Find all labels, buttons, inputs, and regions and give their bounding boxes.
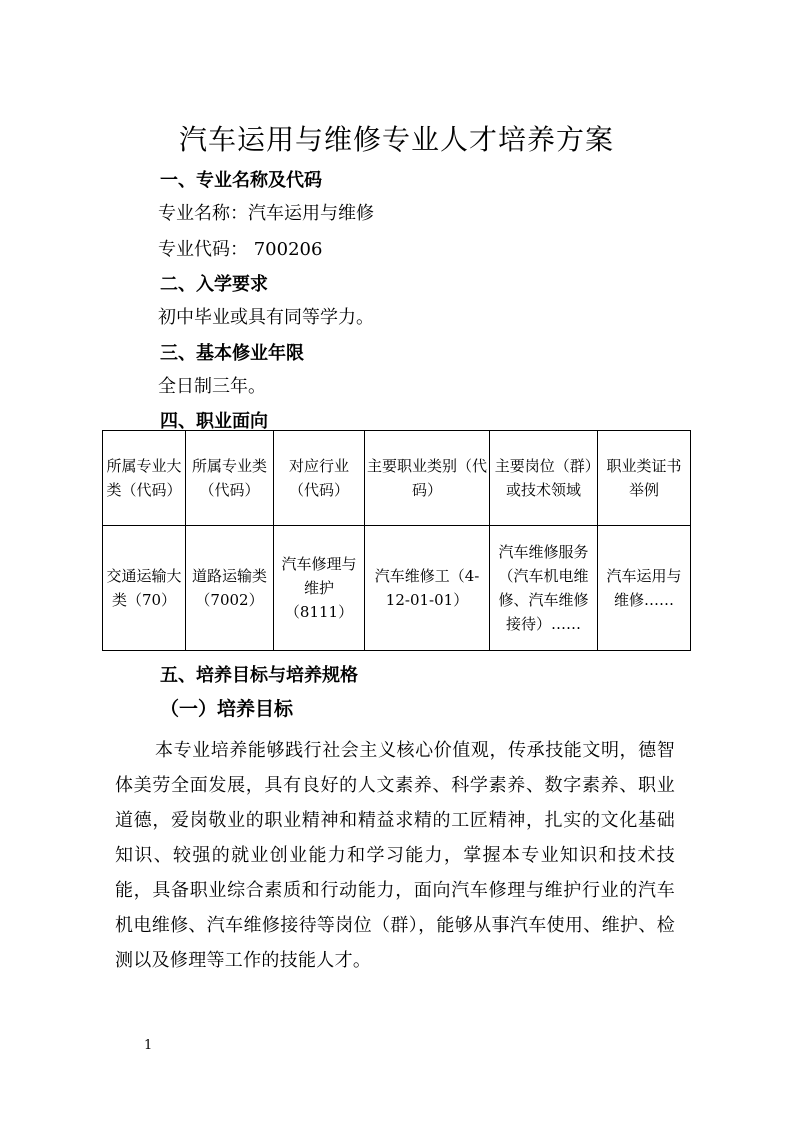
table-header-cell: 主要职业类别（代码）	[365, 431, 490, 526]
table-cell: 汽车维修工（4-12-01-01）	[365, 526, 490, 651]
major-code: 专业代码： 700206	[158, 239, 323, 260]
section-heading-admission: 二、入学要求	[160, 274, 268, 295]
table-cell: 汽车运用与维修……	[598, 526, 691, 651]
admission-text: 初中毕业或具有同等学力。	[158, 307, 374, 328]
major-name: 专业名称：汽车运用与维修	[158, 203, 374, 224]
subsection-heading-goals: （一）培养目标	[160, 698, 294, 720]
table-header-cell: 职业类证书举例	[598, 431, 691, 526]
table-cell: 汽车维修服务（汽车机电维修、汽车维修接待）……	[490, 526, 598, 651]
section-heading-duration: 三、基本修业年限	[160, 343, 304, 364]
section-heading-career: 四、职业面向	[160, 411, 268, 432]
page-title: 汽车运用与维修专业人才培养方案	[178, 123, 614, 156]
table-header-cell: 主要岗位（群）或技术领域	[490, 431, 598, 526]
table-row	[103, 526, 691, 651]
section-heading-name-code: 一、专业名称及代码	[160, 170, 322, 191]
section-heading-goals: 五、培养目标与培养规格	[160, 665, 358, 686]
career-table	[102, 430, 691, 651]
page-number: 1	[144, 1038, 153, 1053]
table-cell: 道路运输类（7002）	[186, 526, 274, 651]
table-cell: 交通运输大类（70）	[103, 526, 186, 651]
table-cell: 汽车修理与维护（8111）	[274, 526, 365, 651]
table-header-cell: 对应行业（代码）	[274, 431, 365, 526]
table-header-cell: 所属专业大类（代码）	[103, 431, 186, 526]
goals-paragraph: 本专业培养能够践行社会主义核心价值观，传承技能文明，德智体美劳全面发展，具有良好的人文素养、科学素养、数字素养、职业道德，爱岗敬业的职业精神和精益求精的工匠精神，扎实的文化基础知识、较强的就业创业能力和学习能力，掌握本专业知识和技术技能，具备职业综合素质和行动能力，面向汽车修理与维护行业的汽车机电维修、汽车维修接待等岗位（群），能够从事汽车使用、维护、检测以及修理等工作的技能人才。	[115, 740, 675, 971]
duration-text: 全日制三年。	[158, 376, 266, 397]
table-header-row	[103, 431, 691, 526]
table-header-cell: 所属专业类（代码）	[186, 431, 274, 526]
